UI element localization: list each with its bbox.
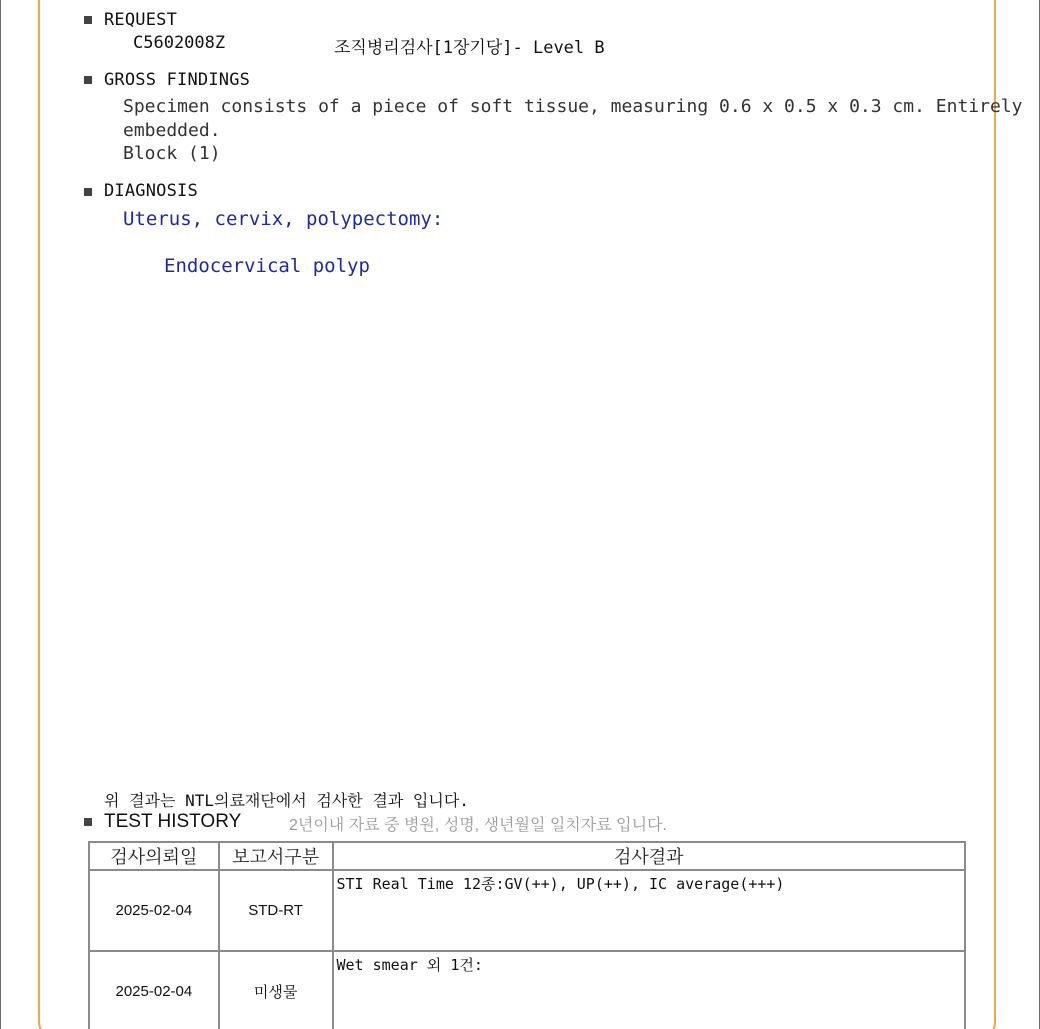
request-code: C5602008Z [133, 33, 226, 53]
diagnosis-heading: DIAGNOSIS [104, 181, 198, 201]
test-history-table [88, 841, 966, 1029]
request-bullet-icon [84, 16, 92, 24]
column-header-result: 검사결과 [333, 842, 966, 870]
row-date: 2025-02-04 [89, 870, 219, 951]
gross-findings-line-1: Specimen consists of a piece of soft tissue, measuring 0.6 x 0.5 x 0.3 cm. Entirely [123, 96, 1023, 117]
table-header-row [89, 842, 965, 870]
row-result: Wet smear 외 1건: [333, 951, 966, 1029]
request-name: 조직병리검사[1장기당]- Level B [334, 38, 605, 58]
column-header-request-date: 검사의뢰일 [89, 842, 219, 870]
test-history-title: TEST HISTORY [104, 811, 242, 832]
footer-note: 위 결과는 NTL의료재단에서 검사한 결과 입니다. [104, 791, 469, 810]
row-type: 미생물 [219, 951, 333, 1029]
gross-findings-heading: GROSS FINDINGS [104, 70, 251, 90]
gross-findings-line-3: Block (1) [123, 143, 221, 164]
test-history-note: 2년이내 자료 중 병원, 성명, 생년월일 일치자료 입니다. [289, 817, 667, 834]
row-date: 2025-02-04 [89, 951, 219, 1029]
row-result: STI Real Time 12종:GV(++), UP(++), IC average(+++) [333, 870, 966, 951]
diagnosis-site: Uterus, cervix, polypectomy: [123, 208, 444, 230]
table-row [89, 870, 965, 951]
test-history-bullet-icon [84, 818, 92, 826]
diagnosis-result: Endocervical polyp [164, 255, 370, 277]
page-edge-left [0, 0, 1, 1029]
row-type: STD-RT [219, 870, 333, 951]
diagnosis-bullet-icon [84, 188, 92, 196]
gross-findings-bullet-icon [84, 76, 92, 84]
column-header-report-type: 보고서구분 [219, 842, 333, 870]
gross-findings-line-2: embedded. [123, 120, 221, 141]
request-heading: REQUEST [104, 10, 178, 30]
table-row [89, 951, 965, 1029]
